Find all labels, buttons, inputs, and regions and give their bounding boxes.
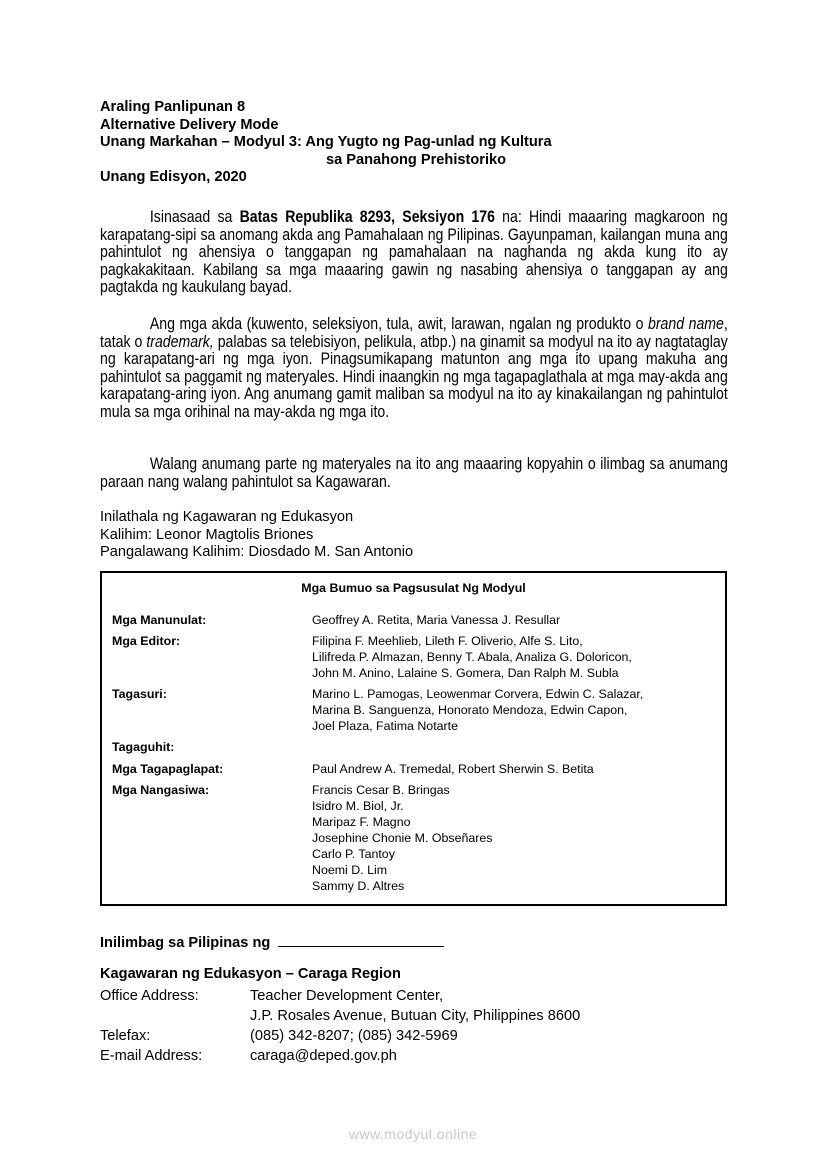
office-address-label: Office Address:	[100, 988, 199, 1004]
subject-title: Araling Panlipunan 8	[100, 99, 246, 115]
reproduction-paragraph	[100, 456, 728, 491]
p1-text-pre: Isinasaad sa	[149, 208, 240, 226]
edition: Unang Edisyon, 2020	[100, 169, 247, 186]
credit-values	[312, 782, 492, 894]
credit-name-line: Marina B. Sanguenza, Honorato Mendoza, Edwin Capon,	[312, 703, 628, 717]
watermark: www.modyul.online	[348, 1126, 478, 1142]
office-address-line1: Teacher Development Center,	[250, 988, 444, 1004]
credit-name-line: Carlo P. Tantoy	[312, 847, 395, 861]
credit-values	[312, 633, 632, 681]
printed-line	[100, 932, 444, 951]
credit-values	[312, 612, 560, 628]
credit-label: Mga Editor:	[112, 634, 181, 648]
copyright-paragraph	[100, 209, 728, 297]
credits-box	[100, 571, 727, 906]
delivery-mode: Alternative Delivery Mode	[100, 116, 279, 133]
undersecretary: Pangalawang Kalihim: Diosdado M. San Antonio	[100, 544, 414, 561]
p2-text-2: , tatak o	[100, 315, 728, 351]
credit-name-line: Maripaz F. Magno	[312, 815, 411, 829]
publisher: Inilathala ng Kagawaran ng Edukasyon	[100, 509, 354, 525]
credit-label: Mga Nangasiwa:	[112, 783, 210, 797]
credit-label: Tagasuri:	[112, 687, 167, 701]
credits-title: Mga Bumuo sa Pagsusulat Ng Modyul	[301, 581, 526, 595]
printed-label: Inilimbag sa Pilipinas ng	[100, 935, 271, 951]
credit-name-line: Noemi D. Lim	[312, 863, 388, 877]
credit-name-line: Josephine Chonie M. Obseñares	[312, 831, 493, 845]
email-label: E-mail Address:	[100, 1048, 203, 1064]
printer-blank-line	[278, 932, 444, 947]
materials-paragraph	[100, 316, 728, 422]
law-reference: Batas Republika 8293, Seksiyon 176	[239, 208, 495, 226]
p2-italic-brand: brand name	[648, 315, 724, 333]
telefax-value: (085) 342-8207; (085) 342-5969	[250, 1028, 458, 1044]
credit-name-line: Sammy D. Altres	[312, 879, 405, 893]
office-address-line2: J.P. Rosales Avenue, Butuan City, Philippines 8600	[250, 1008, 581, 1024]
p3-text: Walang anumang parte ng materyales na ito ang maaaring kopyahin o ilimbag sa anumang paraan nang walang pahintulot sa Kagawaran.	[100, 455, 728, 491]
credit-label: Mga Tagapaglapat:	[112, 762, 224, 776]
p1-text-post: na: Hindi maaaring magkaroon ng karapatang-sipi sa anomang akda ang Pamahalaan ng Pilipinas. Gayunpaman, kailangan muna ang pahintulot ng ahensiya o tanggapan ng pamahalaan na naghanda ng akda kung ito ay pagkakakitaan. Kabilang sa mga maaaring gawin ng nasabing ahensiya o tanggapan ay ang pagtakda ng kaukulang bayad.	[100, 208, 728, 297]
p2-text-1: Ang mga akda (kuwento, seleksiyon, tula, awit, larawan, ngalan ng produkto o	[149, 315, 649, 333]
credit-name-line: Geoffrey A. Retita, Maria Vanessa J. Resullar	[312, 613, 561, 627]
module-title: Unang Markahan – Modyul 3: Ang Yugto ng Pag-unlad ng Kultura	[100, 134, 552, 151]
credit-name-line: Isidro M. Biol, Jr.	[312, 799, 404, 813]
telefax-label: Telefax:	[100, 1028, 151, 1044]
title-block	[100, 99, 552, 187]
credit-values	[312, 686, 643, 734]
credit-label: Mga Manunulat:	[112, 613, 207, 627]
p2-italic-trademark: trademark,	[146, 332, 214, 351]
credit-name-line: Joel Plaza, Fatima Notarte	[312, 719, 458, 733]
region-title: Kagawaran ng Edukasyon – Caraga Region	[100, 966, 401, 982]
secretary: Kalihim: Leonor Magtolis Briones	[100, 526, 314, 543]
publisher-block	[100, 509, 413, 562]
credit-values	[312, 761, 594, 777]
credit-name-line: Filipina F. Meehlieb, Lileth F. Oliverio, Alfe S. Lito,	[312, 634, 583, 648]
credit-label: Tagaguhit:	[112, 740, 175, 754]
p2-text-3: palabas sa telebisiyon, pelikula, atbp.) na ginamit sa modyul na ito ay nagtataglay ng karapatang-ari ng mga iyon. Pinagsumikapang matunton ang mga ito upang makuha ang pahintulot sa paggamit ng materyales. Hindi inaangkin ng mga tagapaglathala at mga may-akda ang karapatang-aring iyon. Ang anumang gamit maliban sa modyul na ito ay kinakailangan ng pahintulot mula sa mga orihinal na may-akda ng mga ito.	[100, 332, 728, 421]
credit-name-line: Marino L. Pamogas, Leowenmar Corvera, Edwin C. Salazar,	[312, 687, 644, 701]
module-title-cont: sa Panahong Prehistoriko	[326, 151, 507, 168]
credit-name-line: Paul Andrew A. Tremedal, Robert Sherwin S. Betita	[312, 762, 594, 776]
credit-name-line: Francis Cesar B. Bringas	[312, 783, 450, 797]
credit-name-line: John M. Anino, Lalaine S. Gomera, Dan Ralph M. Subla	[312, 666, 619, 680]
credit-name-line: Lilifreda P. Almazan, Benny T. Abala, Analiza G. Doloricon,	[312, 650, 632, 664]
email-value[interactable]: caraga@deped.gov.ph	[250, 1048, 397, 1064]
